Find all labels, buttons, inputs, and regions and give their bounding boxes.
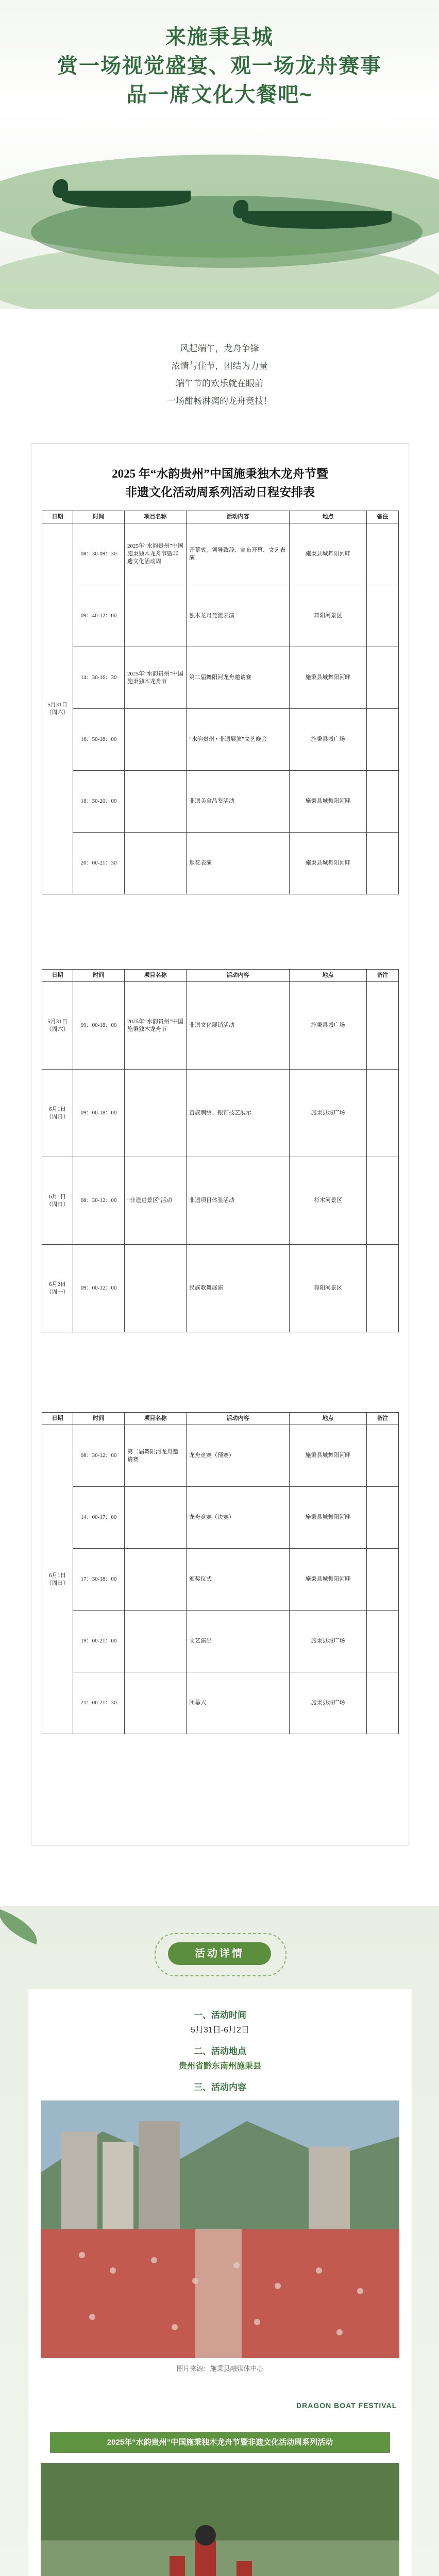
cell-content: 龙舟竞赛（决赛） [187, 1487, 290, 1549]
cell-place: 舞阳河景区 [290, 1245, 367, 1332]
activity-content-heading: 三、活动内容 [194, 2082, 246, 2092]
cell-content: 烟花表演 [187, 833, 290, 894]
cell-time: 08：30-09：30 [73, 523, 125, 585]
header-note: 备注 [367, 1413, 399, 1425]
intro-line: 端午节的欢乐就在眼前 [176, 379, 263, 388]
cell-time: 16：50-18：00 [73, 709, 125, 771]
cell-place: 杉木河景区 [290, 1157, 367, 1245]
cell-time: 21：00-21：30 [73, 1672, 125, 1734]
cell-place: 施秉县城广场 [290, 1611, 367, 1672]
table-row [42, 647, 399, 709]
schedule-table-part3 [42, 1412, 399, 1734]
header-project: 项目名称 [125, 970, 187, 982]
cell-note [367, 1549, 399, 1611]
cell-time: 18：30-20：00 [73, 771, 125, 833]
cell-place: 施秉县城舞阳河畔 [290, 771, 367, 833]
cell-project [125, 1070, 187, 1157]
cell-note [367, 1245, 399, 1332]
cell-time: 09：00-18：00 [73, 982, 125, 1070]
table-row [42, 1425, 399, 1487]
schedule-document [31, 443, 409, 1845]
cell-project [125, 709, 187, 771]
cell-time: 08：30-12：00 [73, 1157, 125, 1245]
cell-content: 闭幕式 [187, 1672, 290, 1734]
activity-place-value: 贵州省黔东南州施秉县 [178, 2062, 261, 2071]
table-row [42, 771, 399, 833]
festival-crowd-illustration [41, 2100, 399, 2358]
header-project: 项目名称 [125, 511, 187, 523]
hero-title-line2: 赏一场视觉盛宴、观一场龙舟赛事 [57, 55, 382, 77]
cell-project: 2025年“水韵贵州”中国施秉独木龙舟节 [125, 982, 187, 1070]
cell-note [367, 1672, 399, 1734]
header-note: 备注 [367, 970, 399, 982]
cell-content: 第二届舞阳河龙舟邀请赛 [187, 647, 290, 709]
cell-place: 施秉县城舞阳河畔 [290, 1425, 367, 1487]
cell-content: “水韵贵州 • 非遗展演”文艺晚会 [187, 709, 290, 771]
header-content: 活动内容 [187, 511, 290, 523]
cell-time: 14：30-16：30 [73, 647, 125, 709]
activity-place-heading: 二、活动地点 [194, 2046, 246, 2056]
cell-project: 2025年“水韵贵州”中国施秉独木龙舟节 [125, 647, 187, 709]
cell-project [125, 1672, 187, 1734]
header-time: 时间 [73, 511, 125, 523]
cell-date: 6月1日（周日） [42, 1425, 73, 1734]
parade-photo [41, 2463, 399, 2576]
cell-project: 第二届舞阳河龙舟邀请赛 [125, 1425, 187, 1487]
cell-project [125, 1245, 187, 1332]
activity-card [28, 1989, 412, 2576]
activity-section [0, 1906, 439, 2576]
activity-time-heading: 一、活动时间 [194, 2010, 246, 2020]
cell-note [367, 1611, 399, 1672]
hero-title-line1: 来施秉县城 [165, 26, 274, 48]
header-date: 日期 [42, 970, 73, 982]
header-project: 项目名称 [125, 1413, 187, 1425]
photo-caption: 图片来源：施秉县融媒体中心 [176, 2365, 264, 2372]
schedule-table-part2 [42, 969, 399, 1332]
table-row [42, 1245, 399, 1332]
header-place: 地点 [290, 970, 367, 982]
table-row [42, 1487, 399, 1549]
cell-note [367, 982, 399, 1070]
dragon-boat-silhouette [242, 211, 392, 229]
section-banner: 2025年“水韵贵州”中国施秉独木龙舟节暨非遗文化活动周系列活动 [50, 2432, 390, 2453]
intro-text [0, 340, 439, 410]
hero-banner [0, 0, 439, 309]
cell-place: 施秉县城广场 [290, 1672, 367, 1734]
header-date: 日期 [42, 511, 73, 523]
cell-time: 17：30-18：00 [73, 1549, 125, 1611]
table-row [42, 585, 399, 647]
cell-content: 开幕式，领导致辞、宣布开幕、文艺表演 [187, 523, 290, 585]
cell-content: 非遗文化展销活动 [187, 982, 290, 1070]
table-row [42, 833, 399, 894]
cell-place: 施秉县城舞阳河畔 [290, 523, 367, 585]
cell-place: 舞阳河景区 [290, 585, 367, 647]
table-header-row [42, 970, 399, 982]
table-row [42, 1157, 399, 1245]
activity-time-value: 5月31日-6月2日 [191, 2026, 249, 2035]
cell-content: 非遗美食品鉴活动 [187, 771, 290, 833]
intro-line: 风起端午，龙舟争锋 [180, 344, 259, 353]
cell-content: 非遗项目体验活动 [187, 1157, 290, 1245]
cell-note [367, 647, 399, 709]
cell-time: 09：00-18：00 [73, 1070, 125, 1157]
cell-note [367, 1487, 399, 1549]
dragon-boat-silhouette [62, 191, 191, 208]
hero-title-line3: 品一席文化大餐吧~ [126, 83, 313, 106]
cell-date: 5月31日（周六） [42, 523, 73, 894]
cell-note [367, 1425, 399, 1487]
cell-content: 独木龙舟竞渡表演 [187, 585, 290, 647]
leaf-decoration [0, 1909, 43, 1944]
cell-place: 施秉县城广场 [290, 709, 367, 771]
cell-note [367, 1157, 399, 1245]
intro-line: 一场酣畅淋漓的龙舟竞技！ [167, 396, 272, 406]
cell-date: 5月31日（周六） [42, 982, 73, 1070]
cell-project: 2025年“水韵贵州”中国施秉独木龙舟节暨非遗文化活动周 [125, 523, 187, 585]
table-row [42, 1070, 399, 1157]
schedule-title-line2: 非遗文化活动周系列活动日程安排表 [125, 486, 315, 499]
cell-content: 民族歌舞展演 [187, 1245, 290, 1332]
cell-place: 施秉县城舞阳河畔 [290, 1549, 367, 1611]
cell-place: 施秉县城舞阳河畔 [290, 1487, 367, 1549]
cell-note [367, 523, 399, 585]
table-row [42, 1549, 399, 1611]
table-row [42, 1672, 399, 1734]
dragon-boat-festival-tag: DRAGON BOAT FESTIVAL [296, 2401, 397, 2410]
schedule-table-part1 [42, 511, 399, 894]
festival-crowd-photo [41, 2100, 399, 2358]
cell-project [125, 833, 187, 894]
cell-time: 08：30-12：00 [73, 1425, 125, 1487]
section-pill: 活动详情 [168, 1942, 271, 1965]
header-place: 地点 [290, 511, 367, 523]
table-row [42, 709, 399, 771]
cell-time: 09：40-12：00 [73, 585, 125, 647]
cell-place: 施秉县城舞阳河畔 [290, 833, 367, 894]
table-row [42, 1611, 399, 1672]
cell-content: 文艺演出 [187, 1611, 290, 1672]
header-content: 活动内容 [187, 970, 290, 982]
header-note: 备注 [367, 511, 399, 523]
cell-note [367, 1070, 399, 1157]
cell-note [367, 833, 399, 894]
cell-time: 20：00-21：30 [73, 833, 125, 894]
cell-content: 苗族刺绣、银饰技艺展示 [187, 1070, 290, 1157]
cell-project [125, 585, 187, 647]
header-time: 时间 [73, 970, 125, 982]
cell-project [125, 771, 187, 833]
header-time: 时间 [73, 1413, 125, 1425]
cell-note [367, 709, 399, 771]
cell-time: 19：00-21：00 [73, 1611, 125, 1672]
cell-note [367, 585, 399, 647]
parade-illustration [41, 2463, 399, 2576]
table-header-row [42, 1413, 399, 1425]
cell-time: 09：00-12：00 [73, 1245, 125, 1332]
header-place: 地点 [290, 1413, 367, 1425]
table-row [42, 523, 399, 585]
cell-time: 14：00-17：00 [73, 1487, 125, 1549]
intro-line: 浓情与佳节，团结为力量 [171, 361, 268, 371]
table-header-row [42, 511, 399, 523]
cell-project [125, 1611, 187, 1672]
header-date: 日期 [42, 1413, 73, 1425]
cell-note [367, 771, 399, 833]
cell-date: 6月2日（周一） [42, 1245, 73, 1332]
cell-content: 颁奖仪式 [187, 1549, 290, 1611]
cell-place: 施秉县城广场 [290, 1070, 367, 1157]
schedule-title-line1: 2025 年“水韵贵州”中国施秉独木龙舟节暨 [112, 467, 328, 480]
cell-project [125, 1549, 187, 1611]
header-content: 活动内容 [187, 1413, 290, 1425]
cell-project [125, 1487, 187, 1549]
cell-date: 6月1日（周日） [42, 1070, 73, 1157]
cell-place: 施秉县城舞阳河畔 [290, 647, 367, 709]
cell-date: 6月1日（周日） [42, 1157, 73, 1245]
cell-place: 施秉县城广场 [290, 982, 367, 1070]
table-row [42, 982, 399, 1070]
cell-content: 龙舟竞赛（预赛） [187, 1425, 290, 1487]
cell-project: “非遗进景区”活动 [125, 1157, 187, 1245]
